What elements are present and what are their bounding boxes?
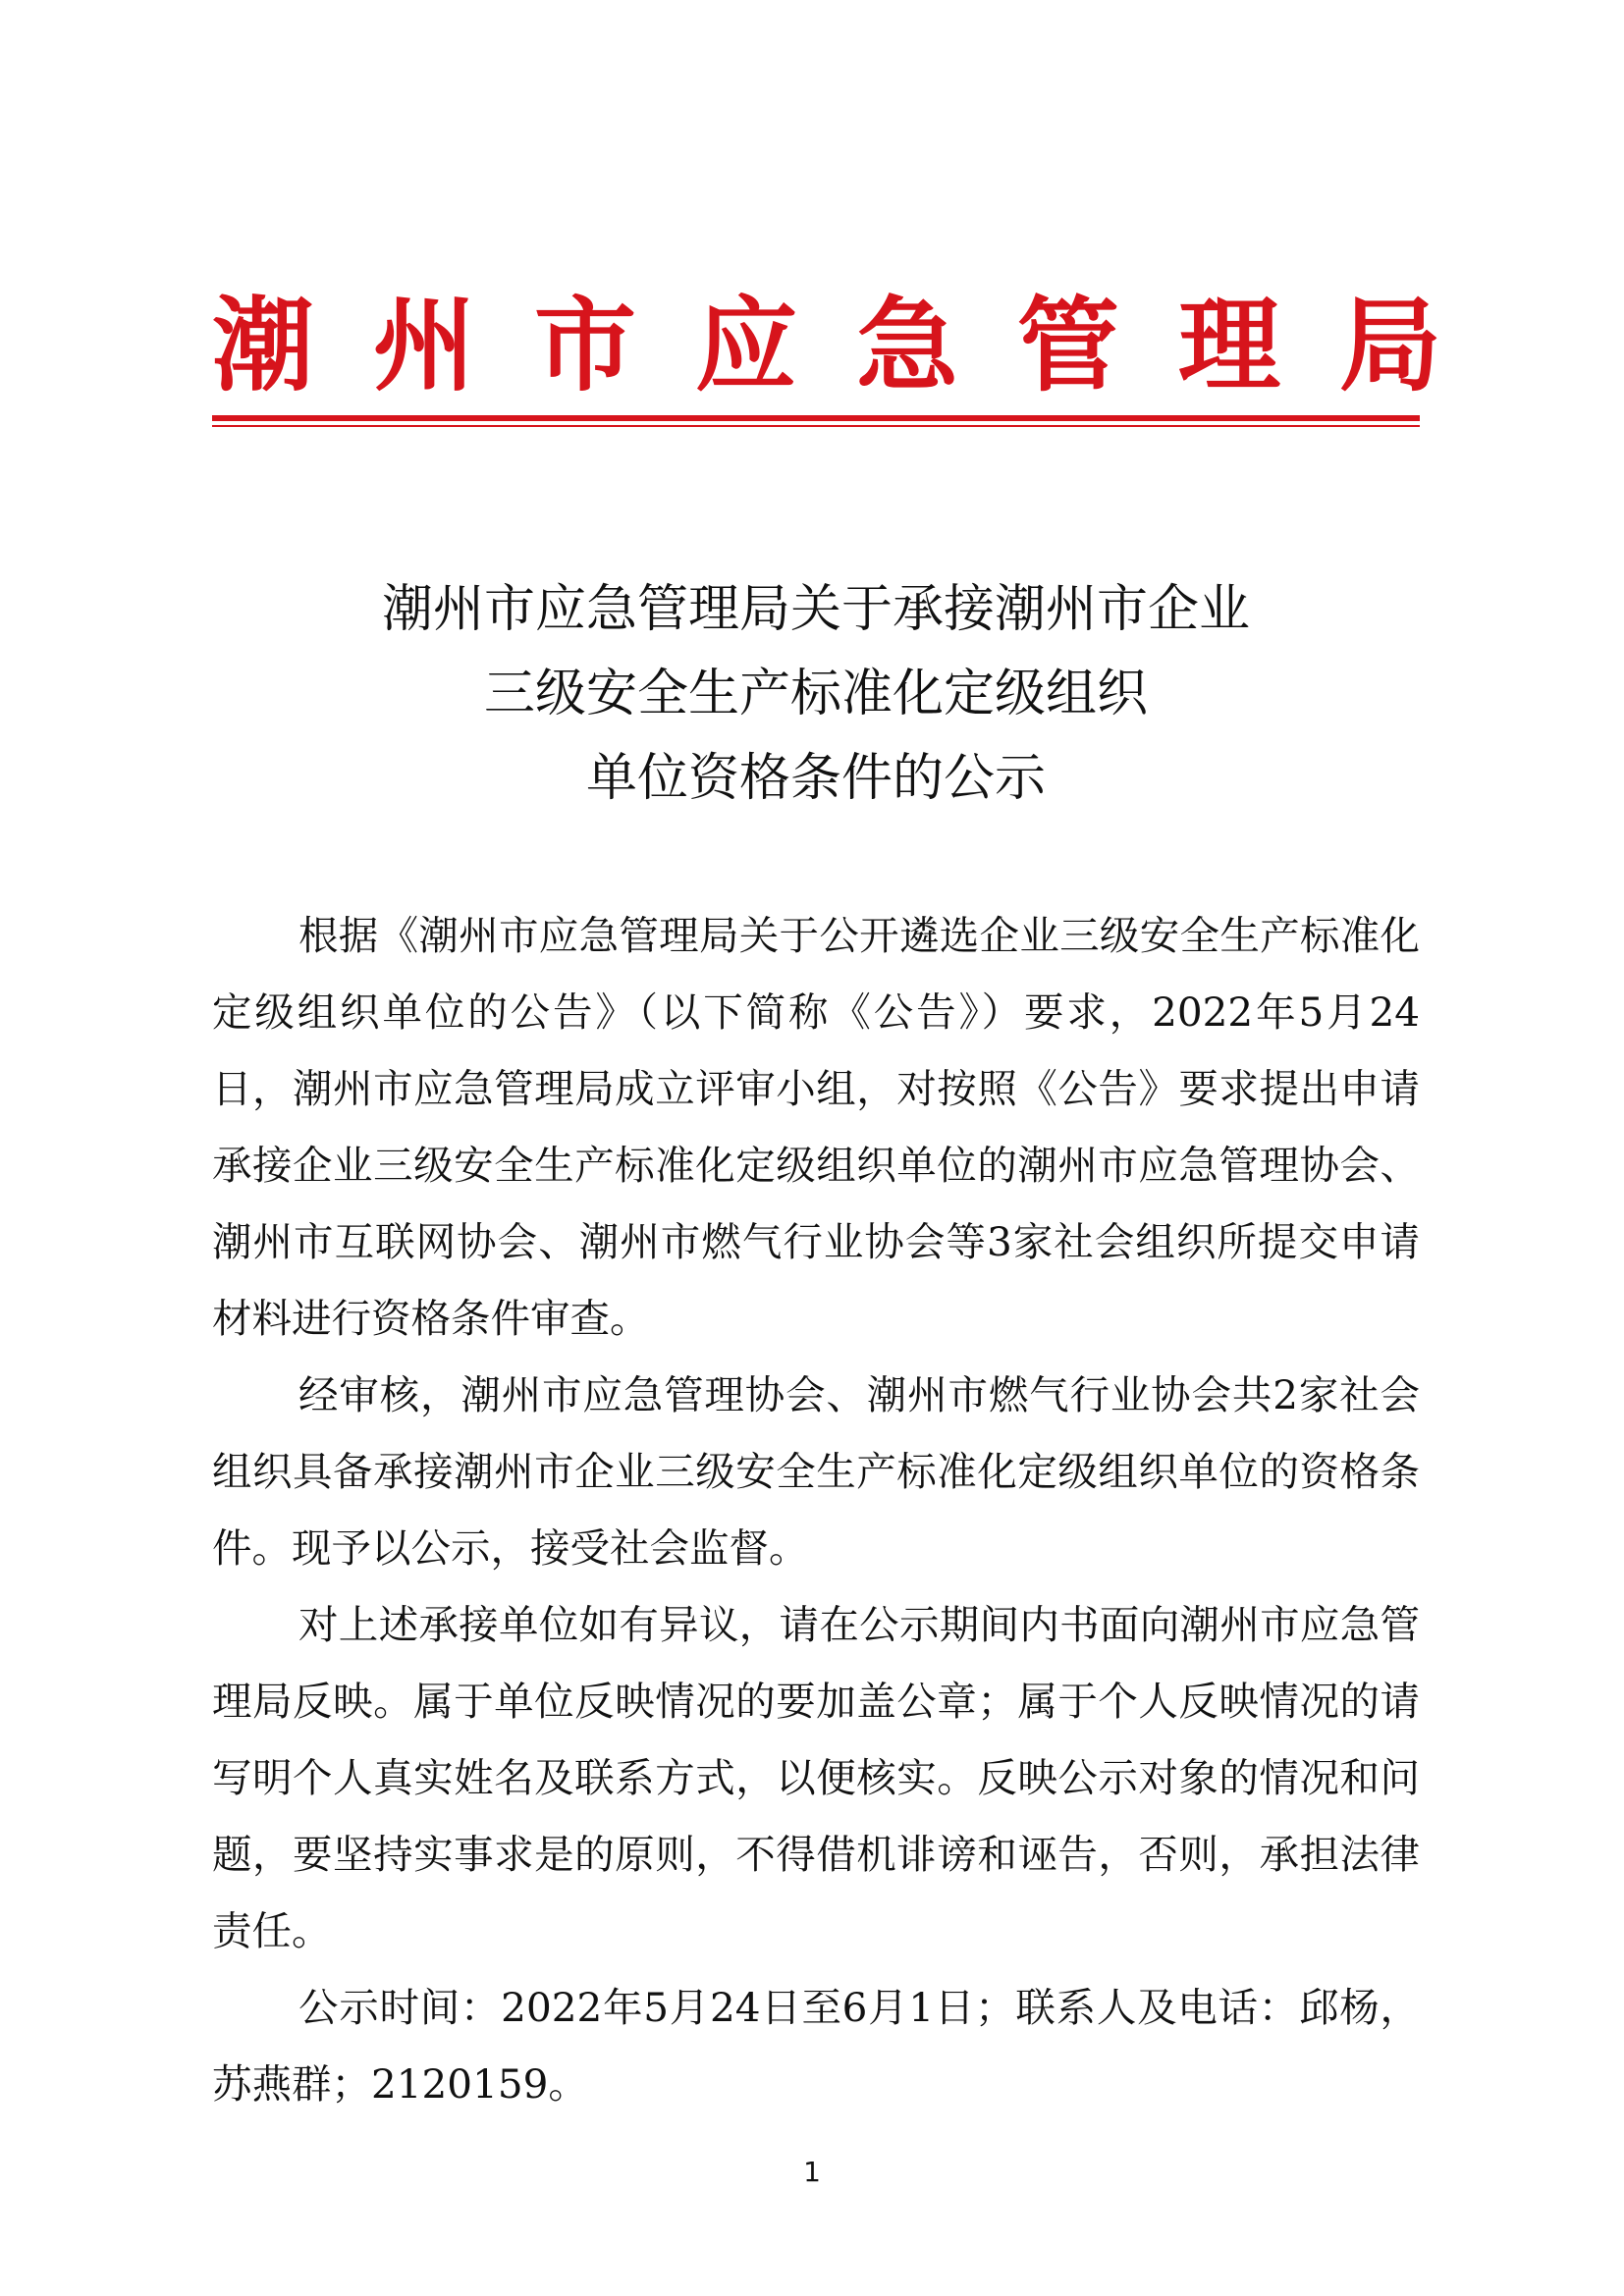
masthead-rule-thick	[212, 415, 1420, 421]
body-paragraph: 经审核，潮州市应急管理协会、潮州市燃气行业协会共2家社会组织具备承接潮州市企业三级安全生产标准化定级组织单位的资格条件。现予以公示，接受社会监督。	[212, 1371, 1420, 1572]
document-title	[212, 567, 1420, 821]
masthead-rule-thin	[212, 425, 1420, 427]
title-line: 三级安全生产标准化定级组织	[483, 665, 1148, 723]
body-paragraph: 对上述承接单位如有异议，请在公示期间内书面向潮州市应急管理局反映。属于单位反映情况的要加盖公章；属于个人反映情况的请写明个人真实姓名及联系方式，以便核实。反映公示对象的情况和问题，要坚持实事求是的原则，不得借机诽谤和诬告，否则，承担法律责任。	[212, 1601, 1420, 1954]
title-line: 单位资格条件的公示	[585, 749, 1046, 808]
body-paragraph: 根据《潮州市应急管理局关于公开遴选企业三级安全生产标准化定级组织单位的公告》（以下简称《公告》）要求，2022年5月24日，潮州市应急管理局成立评审小组，对按照《公告》要求提出申请承接企业三级安全生产标准化定级组织单位的潮州市应急管理协会、潮州市互联网协会、潮州市燃气行业协会等3家社会组织所提交申请材料进行资格条件审查。	[212, 912, 1420, 1342]
agency-masthead: 潮州市应急管理局	[212, 286, 1501, 405]
title-line: 潮州市应急管理局关于承接潮州市企业	[381, 580, 1250, 639]
document-body	[212, 897, 1420, 2122]
body-paragraph: 公示时间：2022年5月24日至6月1日；联系人及电话：邱杨，苏燕群；2120159。	[212, 1984, 1420, 2108]
page-number: 1	[803, 2156, 821, 2188]
